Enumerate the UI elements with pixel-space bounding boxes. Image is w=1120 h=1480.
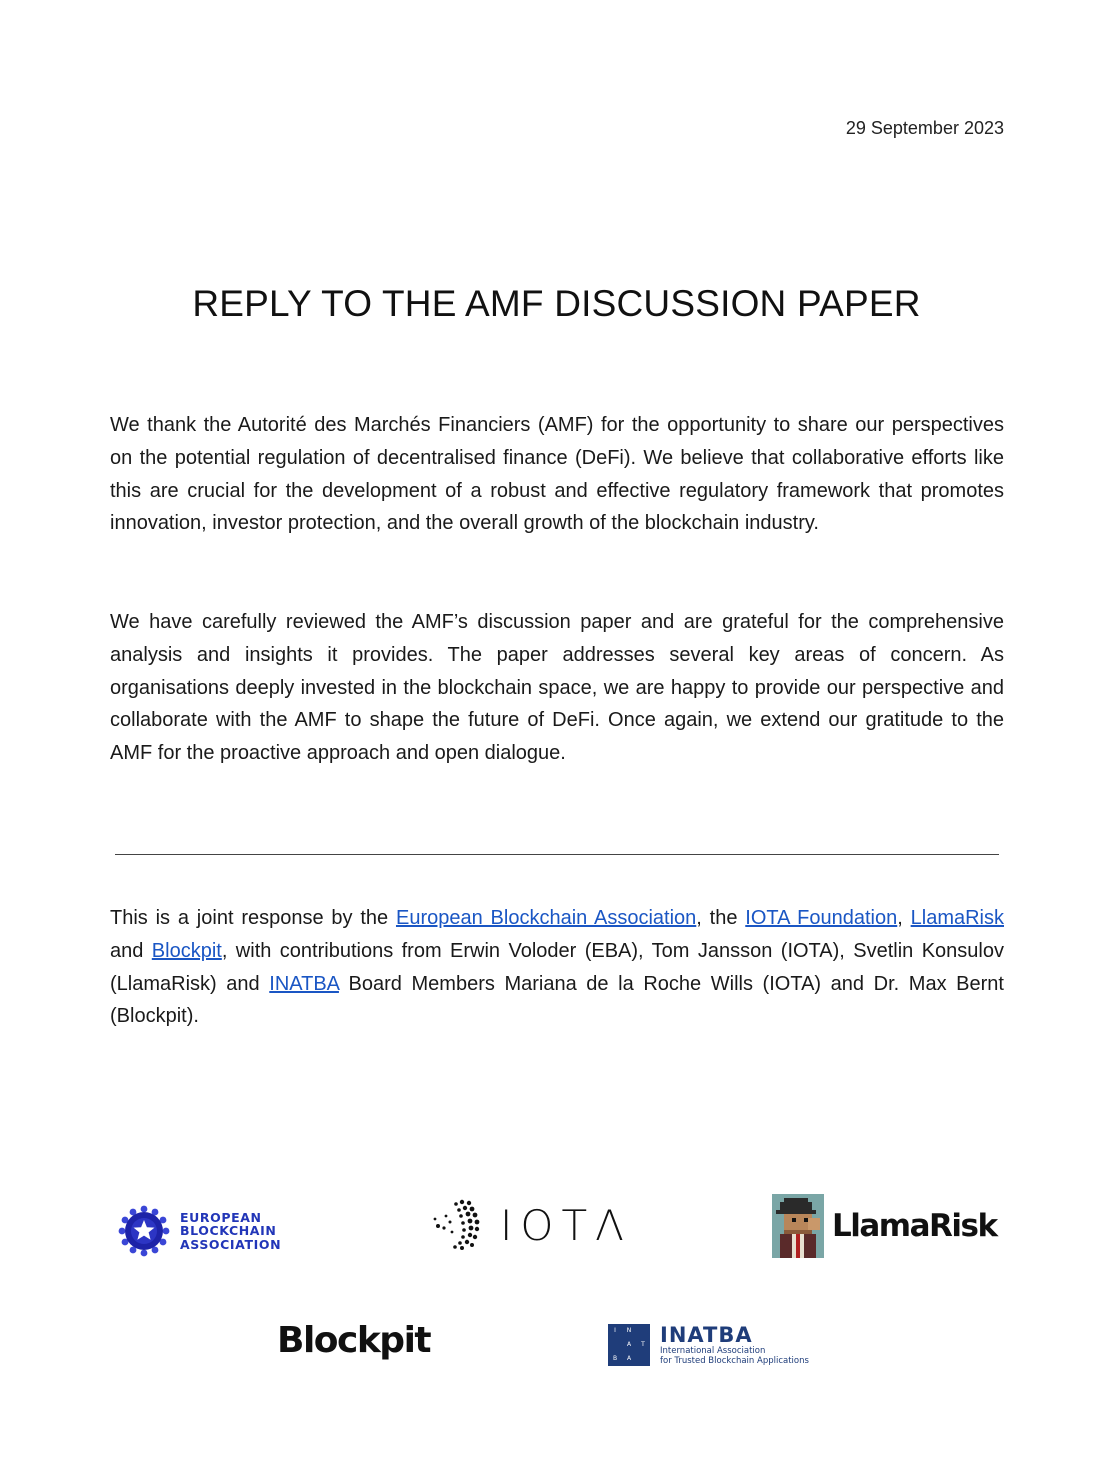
joint-text: , with contributions from Erwin Voloder (EBA), Tom Jansson (IOTA), Svetlin Konsulov (LlamaRisk) and bbox=[110, 939, 1004, 995]
inatba-wordmark bbox=[660, 1324, 809, 1366]
eba-logo bbox=[118, 1205, 281, 1257]
blockpit-logo bbox=[277, 1320, 430, 1361]
grid-letter: A bbox=[626, 1341, 632, 1348]
iota-wordmark: IOTΛ bbox=[500, 1200, 632, 1250]
grid-letter bbox=[608, 1338, 622, 1352]
inatba-name: INATBA bbox=[660, 1323, 753, 1347]
grid-letter: I bbox=[614, 1327, 616, 1334]
blockpit-wordmark: Blockpit bbox=[277, 1320, 431, 1361]
joint-text: This is a joint response by the bbox=[110, 907, 396, 929]
eba-line: ASSOCIATION bbox=[180, 1236, 282, 1252]
joint-text: and bbox=[110, 939, 152, 962]
eba-line: BLOCKCHAIN bbox=[180, 1223, 277, 1239]
grid-letter: B bbox=[612, 1355, 618, 1362]
document-title: REPLY TO THE AMF DISCUSSION PAPER bbox=[192, 283, 921, 324]
inatba-subtitle: for Trusted Blockchain Applications bbox=[660, 1356, 809, 1366]
intro-paragraph: We thank the Autorité des Marchés Financiers (AMF) for the opportunity to share our perspectives on the potential regulation of decentralised finance (DeFi). We believe that collaborative efforts like this are crucial for the development of a robust and effective regulatory framework that promotes innovation, investor protection, and the overall growth of the blockchain industry. bbox=[110, 414, 1004, 535]
section-divider bbox=[115, 854, 999, 855]
llamarisk-wordmark: LlamaRisk bbox=[832, 1208, 997, 1244]
eba-line: EUROPEAN bbox=[180, 1209, 262, 1225]
iota-logo bbox=[432, 1198, 632, 1252]
link-llamarisk[interactable]: LlamaRisk bbox=[910, 907, 1004, 929]
grid-letter: A bbox=[626, 1355, 632, 1362]
joint-text: , the bbox=[696, 907, 746, 929]
joint-response-paragraph bbox=[110, 902, 1004, 1033]
joint-text: , bbox=[897, 907, 911, 929]
inatba-subtitle: International Association bbox=[660, 1346, 766, 1356]
dot-spiral-icon bbox=[432, 1198, 486, 1252]
inatba-logo bbox=[608, 1324, 809, 1366]
link-european-blockchain-association[interactable]: European Blockchain Association bbox=[395, 907, 697, 929]
grid-letter: T bbox=[641, 1341, 645, 1348]
grid-letter: N bbox=[626, 1327, 632, 1334]
link-inatba[interactable]: INATBA bbox=[269, 972, 339, 995]
star-badge-icon bbox=[118, 1205, 170, 1257]
grid-letter bbox=[636, 1352, 650, 1366]
grid-letter bbox=[636, 1324, 650, 1338]
joint-text: Board Members Mariana de la Roche Wills (IOTA) and Dr. Max Bernt (Blockpit). bbox=[110, 972, 1004, 1028]
letter-grid-icon bbox=[608, 1324, 650, 1366]
link-blockpit[interactable]: Blockpit bbox=[151, 939, 222, 962]
eba-wordmark bbox=[180, 1211, 281, 1252]
document-date: 29 September 2023 bbox=[845, 118, 1004, 138]
llamarisk-logo bbox=[772, 1193, 997, 1259]
link-iota-foundation[interactable]: IOTA Foundation bbox=[745, 907, 898, 929]
pixel-llama-icon bbox=[772, 1193, 824, 1259]
review-paragraph: We have carefully reviewed the AMF’s discussion paper and are grateful for the comprehensive analysis and insights it provides. The paper addresses several key areas of concern. As organisations deeply invested in the blockchain space, we are happy to provide our perspective and collaborate with the AMF to shape the future of DeFi. Once again, we extend our gratitude to the AMF for the proactive approach and open dialogue. bbox=[110, 611, 1004, 765]
